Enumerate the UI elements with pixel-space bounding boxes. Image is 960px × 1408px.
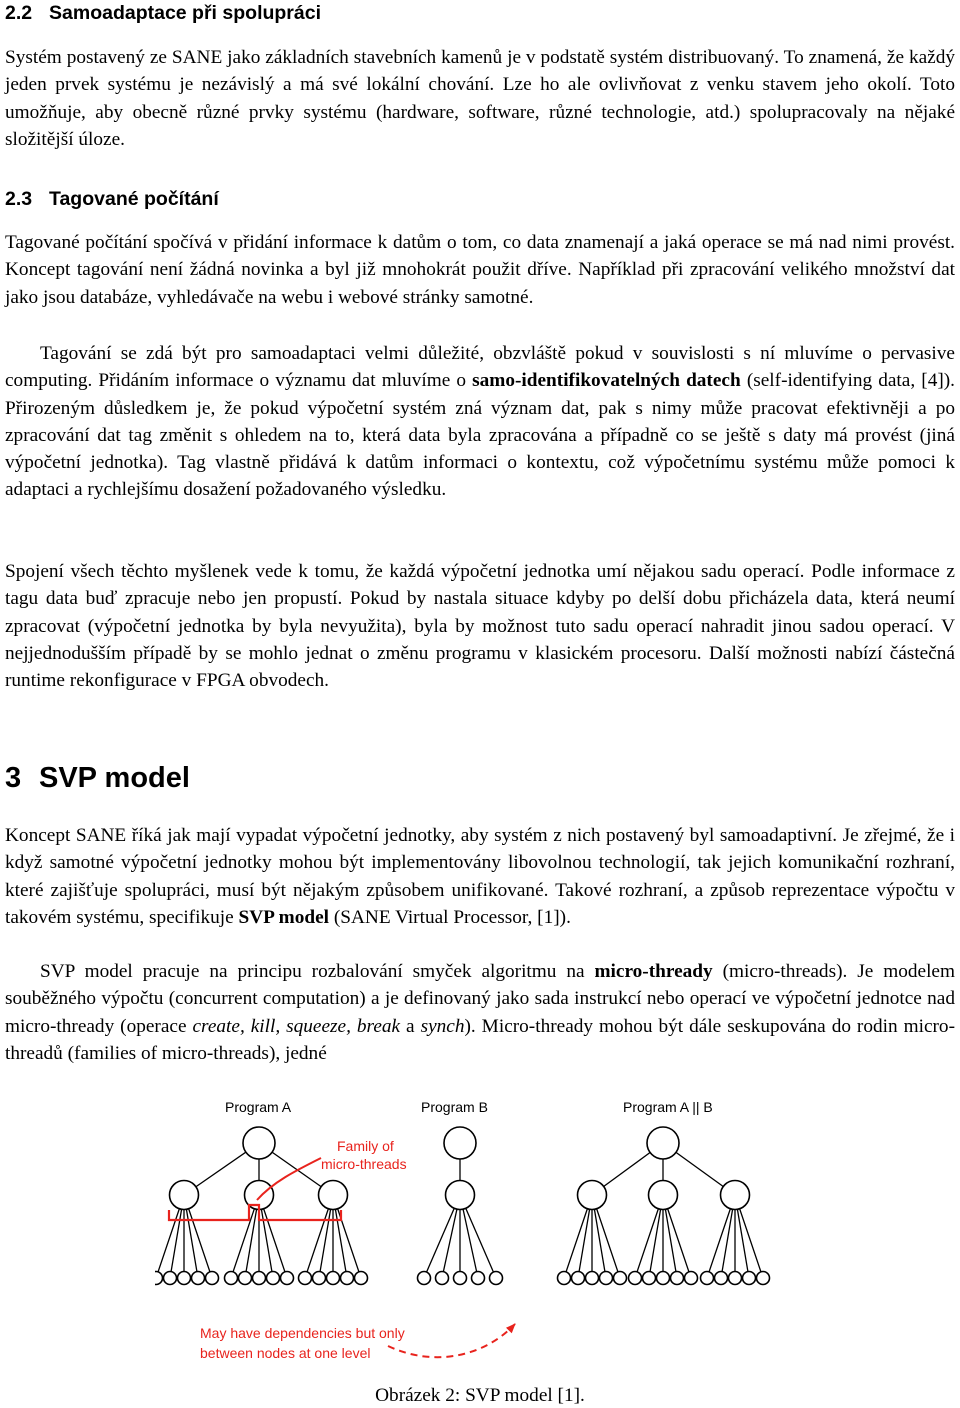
leaf-thread-node <box>239 1272 252 1285</box>
bold-term: SVP model <box>238 906 329 928</box>
leaf-thread-node <box>164 1272 177 1285</box>
leaf-thread-node <box>299 1272 312 1285</box>
leaf-thread-node <box>192 1272 205 1285</box>
tree-nodes <box>155 1127 770 1285</box>
micro-thread-node <box>649 1181 678 1210</box>
svp-model-figure <box>155 1096 815 1366</box>
leaf-thread-node <box>341 1272 354 1285</box>
label-program-ab: Program A || B <box>623 1099 713 1115</box>
figure-caption-text: Obrázek 2: SVP model [1]. <box>375 1385 585 1406</box>
leaf-thread-node <box>729 1272 742 1285</box>
micro-thread-node <box>446 1181 475 1210</box>
leaf-thread-node <box>206 1272 219 1285</box>
section-number: 2.2 <box>5 2 33 24</box>
section-number: 2.3 <box>5 188 33 210</box>
leaf-thread-node <box>313 1272 326 1285</box>
paragraph-3-b <box>5 958 955 1067</box>
root-thread-node <box>647 1127 679 1159</box>
paragraph-3-a <box>5 822 955 931</box>
section-title: Samoadaptace při spolupráci <box>49 2 322 24</box>
micro-thread-node <box>319 1181 348 1210</box>
text-run: Koncept SANE říká jak mají vypadat výpočetní jednotky, aby systém z nich postavený byl samoadaptivní. Je zřejmé, že i když samotné výpočetní jednotky mohou být implementovány libovolnou technologií, tak jejich komunikační rozhraní, které zajišťuje spolupráci, musí být nějakým způsobem unifikované. Takové rozhraní, a způsob reprezentace výpočtu v takovém systému, specifikuje <box>5 825 955 928</box>
paragraph-2-3-a: Tagované počítání spočívá v přidání informace k datům o tom, co data znamenají a jaká operace se má nad nimi provést. Koncept tagování není žádná novinka a byl již mnohokrát použit dříve. Například při zpracování velikého množství dat jako jsou databáze, vyhledávače na webu i webové stránky samotné. <box>5 232 955 308</box>
leaf-thread-node <box>418 1272 431 1285</box>
leaf-thread-node <box>586 1272 599 1285</box>
section-heading-2-2 <box>5 2 321 25</box>
leaf-thread-node <box>629 1272 642 1285</box>
micro-thread-node <box>578 1181 607 1210</box>
bold-term: samo-identifikovatelných datech <box>472 370 741 392</box>
italic-term: create, kill, squeeze, break <box>192 1015 401 1037</box>
leaf-thread-node <box>454 1272 467 1285</box>
leaf-thread-node <box>657 1272 670 1285</box>
leaf-thread-node <box>253 1272 266 1285</box>
italic-term: synch <box>420 1015 465 1037</box>
paragraph-2-3-c: Spojení všech těchto myšlenek vede k tomu, že každá výpočetní jednotka umí nějakou sadu operací. Podle informace z tagu data buď zpracuje nebo jen propustí. Pokud by nastala situace kdyby po delší dobu přicházela data, která neumí zpracovat (výpočetní jednotka by byla nevyužita), byla by možnost tuto sadu operací nahradit jinou sadou operací. V nejjednodušším případě by se mohlo jednat o změnu programu v klasickém procesoru. Další možnosti nabízí částečná runtime rekonfigurace v FPGA obvodech. <box>5 561 955 692</box>
chapter-title: SVP model <box>39 762 190 794</box>
leaf-thread-node <box>327 1272 340 1285</box>
label-family-1: Family of <box>337 1138 394 1154</box>
section-title: Tagované počítání <box>49 188 219 210</box>
text-run: SVP model pracuje na principu rozbalování smyček algoritmu na <box>40 961 595 982</box>
leaf-thread-node <box>757 1272 770 1285</box>
root-thread-node <box>444 1127 476 1159</box>
micro-thread-node <box>721 1181 750 1210</box>
bold-term: micro-thready <box>594 961 713 982</box>
leaf-thread-node <box>701 1272 714 1285</box>
leaf-thread-node <box>178 1272 191 1285</box>
section-heading-2-3 <box>5 188 219 211</box>
chapter-heading-3 <box>5 762 190 795</box>
root-thread-node <box>243 1127 275 1159</box>
leaf-thread-node <box>715 1272 728 1285</box>
text-run: (micro-threads). Je modelem souběžného výpočtu (concurrent computation) a je definovaný jako sada instrukcí nebo operací ve výpočetní jednotce nad micro-thready (operace <box>5 961 955 1037</box>
chapter-number: 3 <box>5 762 22 794</box>
text-run: (self-identifying data, [4]). Přirozeným důsledkem je, že pokud výpočetní systém zná význam dat, pak s nimy může pracovat efektivněji a po zpracování dat tag změnit s ohledem na to, která data byla zpracována a případně co se ještě s daty má provést (jiná výpočetní jednotka). Tag vlastně přidává k datům informaci o kontextu, což výpočetnímu systému může pomoci k adaptaci a rychlejšímu dosažení požadovaného výsledku. <box>5 370 955 501</box>
micro-thread-node <box>170 1181 199 1210</box>
label-dependencies-2: between nodes at one level <box>200 1345 371 1361</box>
leaf-thread-node <box>743 1272 756 1285</box>
leaf-thread-node <box>685 1272 698 1285</box>
dependency-arrow <box>388 1324 515 1357</box>
text-run: Tagování se zdá být pro samoadaptaci velmi důležité, obzvláště pokud v souvislosti s ní mluvíme o pervasive computing. Přidáním informace o významu dat mluvíme o <box>5 343 955 392</box>
leaf-thread-node <box>155 1272 163 1285</box>
leaf-thread-node <box>671 1272 684 1285</box>
leaf-thread-node <box>600 1272 613 1285</box>
label-program-b: Program B <box>421 1099 488 1115</box>
leaf-thread-node <box>490 1272 503 1285</box>
leaf-thread-node <box>436 1272 449 1285</box>
leaf-thread-node <box>558 1272 571 1285</box>
label-dependencies-1: May have dependencies but only <box>200 1325 405 1341</box>
leaf-thread-node <box>267 1272 280 1285</box>
leaf-thread-node <box>572 1272 585 1285</box>
figure-caption <box>5 1385 955 1407</box>
tree-edges <box>156 1143 763 1278</box>
leaf-thread-node <box>355 1272 368 1285</box>
label-family-2: micro-threads <box>321 1156 407 1172</box>
paragraph-2-3-b <box>5 340 955 504</box>
label-program-a: Program A <box>225 1099 292 1115</box>
leaf-thread-node <box>643 1272 656 1285</box>
leaf-thread-node <box>225 1272 238 1285</box>
leaf-thread-node <box>472 1272 485 1285</box>
text-run: ). Micro-thready mohou být dále seskupována do rodin micro-threadů (families of micro-threads), jedné <box>5 1015 955 1064</box>
leaf-thread-node <box>614 1272 627 1285</box>
leaf-thread-node <box>281 1272 294 1285</box>
paragraph-2-2: Systém postavený ze SANE jako základních stavebních kamenů je v podstatě systém distribuovaný. To znamená, že každý jeden prvek systému je nezávislý a má své lokální chování. Lze ho ale ovlivňovat z venku stavem jeho okolí. Toto umožňuje, aby obecně různé prvky systému (hardware, software, různé technologie, atd.) spolupracovaly na nějaké složitější úloze. <box>5 47 955 150</box>
text-run: (SANE Virtual Processor, [1]). <box>329 906 571 928</box>
text-run: a <box>400 1015 421 1037</box>
